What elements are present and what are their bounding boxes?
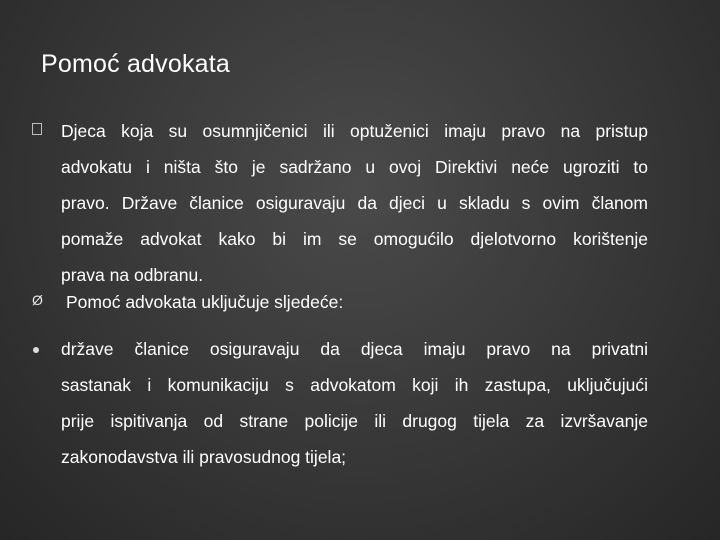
bullet-1-line-5: prava na odbranu. xyxy=(61,265,204,285)
bullet-3-line-3: prije ispitivanja od strane policije ili drugog tijela za izvršavanje xyxy=(61,411,648,431)
dot-bullet-icon xyxy=(33,347,39,353)
slide-title: Pomoć advokata xyxy=(41,50,231,78)
bullet-3-line-2: sastanak i komunikaciju s advokatom koji ih zastupa, uključujući xyxy=(61,375,648,395)
bullet-3-paragraph xyxy=(61,331,648,475)
bullet-1-line-2: advokatu i ništa što je sadržano u ovoj Direktivi neće ugroziti to xyxy=(61,157,648,177)
bullet-1-line-1: Djeca koja su osumnjičenici ili optuženici imaju pravo na pristup xyxy=(61,121,648,141)
bullet-3-line-1: države članice osiguravaju da djeca imaju pravo na privatni xyxy=(61,339,648,359)
bullet-2-text: Pomoć advokata uključuje sljedeće: xyxy=(66,292,344,312)
bullet-1-paragraph xyxy=(61,113,648,293)
bullet-1-line-4: pomaže advokat kako bi im se omogućilo djelotvorno korištenje xyxy=(61,229,648,249)
arrow-bullet-icon: Ø xyxy=(32,292,43,308)
bullet-1-line-3: pravo. Države članice osiguravaju da djeci u skladu s ovim članom xyxy=(61,193,648,213)
box-bullet-icon xyxy=(32,123,42,135)
bullet-3-line-4: zakonodavstva ili pravosudnog tijela; xyxy=(61,447,347,467)
